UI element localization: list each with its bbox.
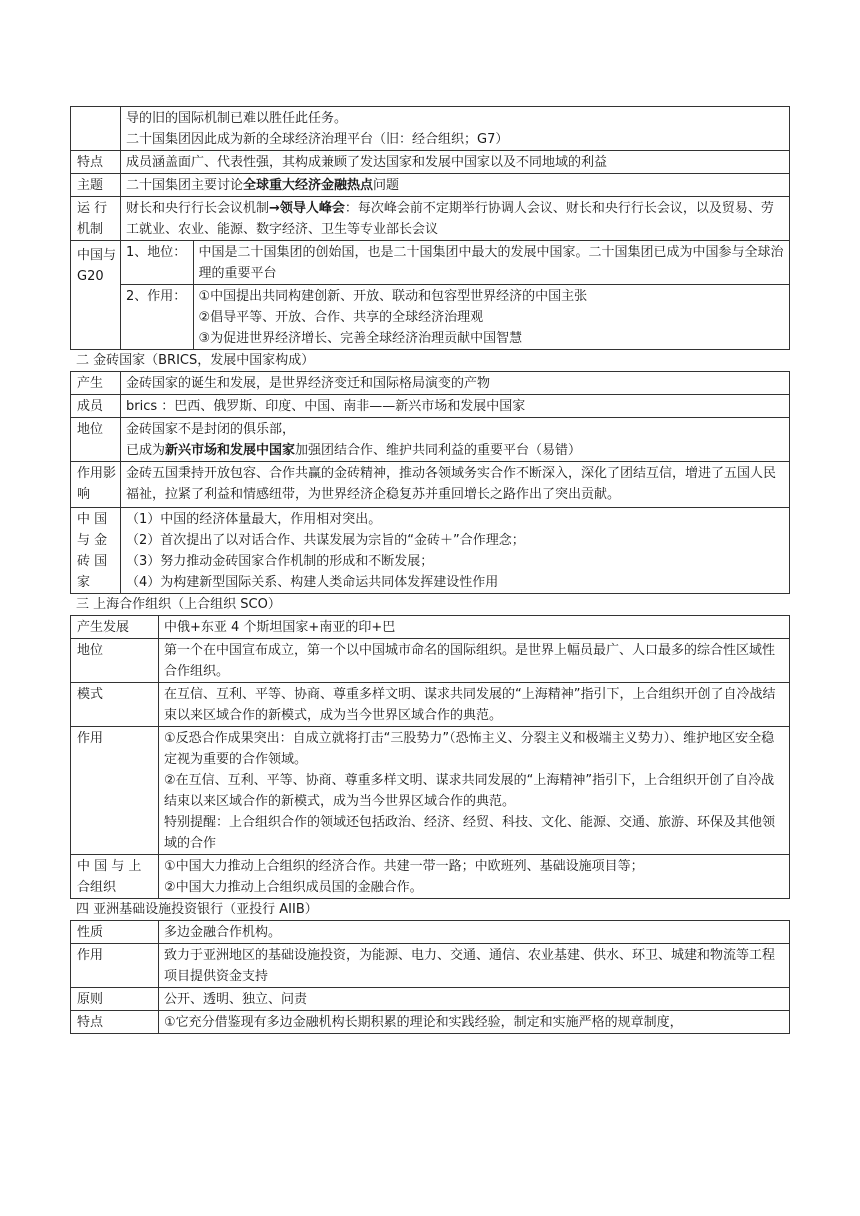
section-heading-aiib: 四 亚洲基础设施投资银行（亚投行 AIIB） xyxy=(76,902,318,917)
row-value: 公开、透明、独立、问责 xyxy=(159,988,790,1011)
table-row xyxy=(121,241,789,285)
row-value: （1）中国的经济体量最大，作用相对突出。 （2）首次提出了以对话合作、共谋发展为宗旨的“金砖＋”合作理念； （3）努力推动金砖国家合作机制的形成和不断发展； （4）为构建新型国际关系、构建人类命运共同体发挥建设性作用 xyxy=(121,508,790,594)
row-label: 成员 xyxy=(71,395,121,418)
section-heading-brics: 二 金砖国家（BRICS，发展中国家构成） xyxy=(76,353,315,368)
row-label: 中 国 与 上 合组织 xyxy=(71,855,159,899)
row-value: ①它充分借鉴现有多边金融机构长期积累的理论和实践经验，制定和实施严格的规章制度， xyxy=(159,1011,790,1034)
table-row xyxy=(121,285,789,350)
table-row xyxy=(71,616,790,639)
table-row xyxy=(71,107,790,151)
row-label: 产生 xyxy=(71,372,121,395)
text-line: 导的旧的国际机制已难以胜任此任务。 xyxy=(126,111,348,126)
row-value: 致力于亚洲地区的基础设施投资，为能源、电力、交通、通信、农业基建、供水、环卫、城建和物流等工程项目提供资金支持 xyxy=(159,944,790,988)
row-label: 中 国与 金砖 国家 xyxy=(71,508,121,594)
row-value: 金砖国家不是封闭的俱乐部， 已成为新兴市场和发展中国家加强团结合作、维护共同利益的重要平台（易错） xyxy=(121,418,790,462)
row-label: 作用影响 xyxy=(71,462,121,508)
table-row xyxy=(71,462,790,508)
china-g20-subtable xyxy=(121,241,789,349)
row-label: 作用 xyxy=(71,944,159,988)
row-label: 中国与G20 xyxy=(71,241,121,350)
table-row xyxy=(71,988,790,1011)
row-label: 特点 xyxy=(71,1011,159,1034)
row-value: ①反恐合作成果突出：自成立就将打击“三股势力”（恐怖主义、分裂主义和极端主义势力）、维护地区安全稳定视为重要的合作领域。 ②在互信、互利、平等、协商、尊重多样文明、谋求共同发展的“上海精神”指引下，上合组织开创了自冷战结束以来区域合作的新模式，成为当今世界区域合作的典范。 特别提醒：上合组织合作的领域还包括政治、经济、经贸、科技、文化、能源、交通、旅游、环保及其他领域的合作 xyxy=(159,727,790,855)
table-row xyxy=(71,855,790,899)
row-value: brics ：巴西、俄罗斯、印度、中国、南非——新兴市场和发展中国家 xyxy=(121,395,790,418)
row-label: 1、地位： xyxy=(121,241,193,285)
table-row xyxy=(71,372,790,395)
table-row xyxy=(71,395,790,418)
table-row xyxy=(71,174,790,197)
g20-table xyxy=(70,106,790,350)
table-row xyxy=(71,197,790,241)
row-label: 地位 xyxy=(71,418,121,462)
aiib-table xyxy=(70,920,790,1034)
row-value: 在互信、互利、平等、协商、尊重多样文明、谋求共同发展的“上海精神”指引下，上合组织开创了自冷战结束以来区域合作的新模式，成为当今世界区域合作的典范。 xyxy=(159,683,790,727)
table-row xyxy=(71,508,790,594)
table-row xyxy=(71,639,790,683)
row-value: 二十国集团主要讨论全球重大经济金融热点问题 xyxy=(121,174,790,197)
row-label: 性质 xyxy=(71,921,159,944)
table-row xyxy=(71,1011,790,1034)
row-value: 财长和央行行长会议机制→领导人峰会：每次峰会前不定期举行协调人会议、财长和央行行长会议，以及贸易、劳工就业、农业、能源、数字经济、卫生等专业部长会议 xyxy=(121,197,790,241)
sco-table xyxy=(70,615,790,899)
row-value: 第一个在中国宣布成立，第一个以中国城市命名的国际组织。是世界上幅员最广、人口最多的综合性区域性合作组织。 xyxy=(159,639,790,683)
brics-table xyxy=(70,371,790,594)
document-page xyxy=(70,0,790,1034)
row-label: 产生发展 xyxy=(71,616,159,639)
row-label: 2、作用： xyxy=(121,285,193,350)
text-line: 二十国集团因此成为新的全球经济治理平台（旧：经合组织；G7） xyxy=(126,132,509,147)
row-value: 成员涵盖面广、代表性强，其构成兼顾了发达国家和发展中国家以及不同地域的利益 xyxy=(121,151,790,174)
row-label: 地位 xyxy=(71,639,159,683)
table-row xyxy=(71,944,790,988)
row-label: 主题 xyxy=(71,174,121,197)
table-row xyxy=(71,683,790,727)
table-row xyxy=(71,151,790,174)
table-row xyxy=(71,727,790,855)
row-value: 中俄+东亚 4 个斯坦国家+南亚的印+巴 xyxy=(159,616,790,639)
row-label: 原则 xyxy=(71,988,159,1011)
row-label: 运 行 机制 xyxy=(71,197,121,241)
table-row xyxy=(71,921,790,944)
section-heading-sco: 三 上海合作组织（上合组织 SCO） xyxy=(76,597,281,612)
row-value: ①中国提出共同构建创新、开放、联动和包容型世界经济的中国主张 ②倡导平等、开放、合作、共享的全球经济治理观 ③为促进世界经济增长、完善全球经济治理贡献中国智慧 xyxy=(193,285,789,350)
row-label: 作用 xyxy=(71,727,159,855)
table-row xyxy=(71,241,790,350)
row-value: ①中国大力推动上合组织的经济合作。共建一带一路；中欧班列、基础设施项目等； ②中国大力推动上合组织成员国的金融合作。 xyxy=(159,855,790,899)
row-label: 模式 xyxy=(71,683,159,727)
row-label: 特点 xyxy=(71,151,121,174)
table-row xyxy=(71,418,790,462)
row-value: 多边金融合作机构。 xyxy=(159,921,790,944)
row-value: 中国是二十国集团的创始国，也是二十国集团中最大的发展中国家。二十国集团已成为中国参与全球治理的重要平台 xyxy=(193,241,789,285)
row-value: 金砖五国秉持开放包容、合作共赢的金砖精神，推动各领域务实合作不断深入，深化了团结互信，增进了五国人民福祉，拉紧了利益和情感纽带，为世界经济企稳复苏并重回增长之路作出了突出贡献。 xyxy=(121,462,790,508)
row-value: 金砖国家的诞生和发展，是世界经济变迁和国际格局演变的产物 xyxy=(121,372,790,395)
